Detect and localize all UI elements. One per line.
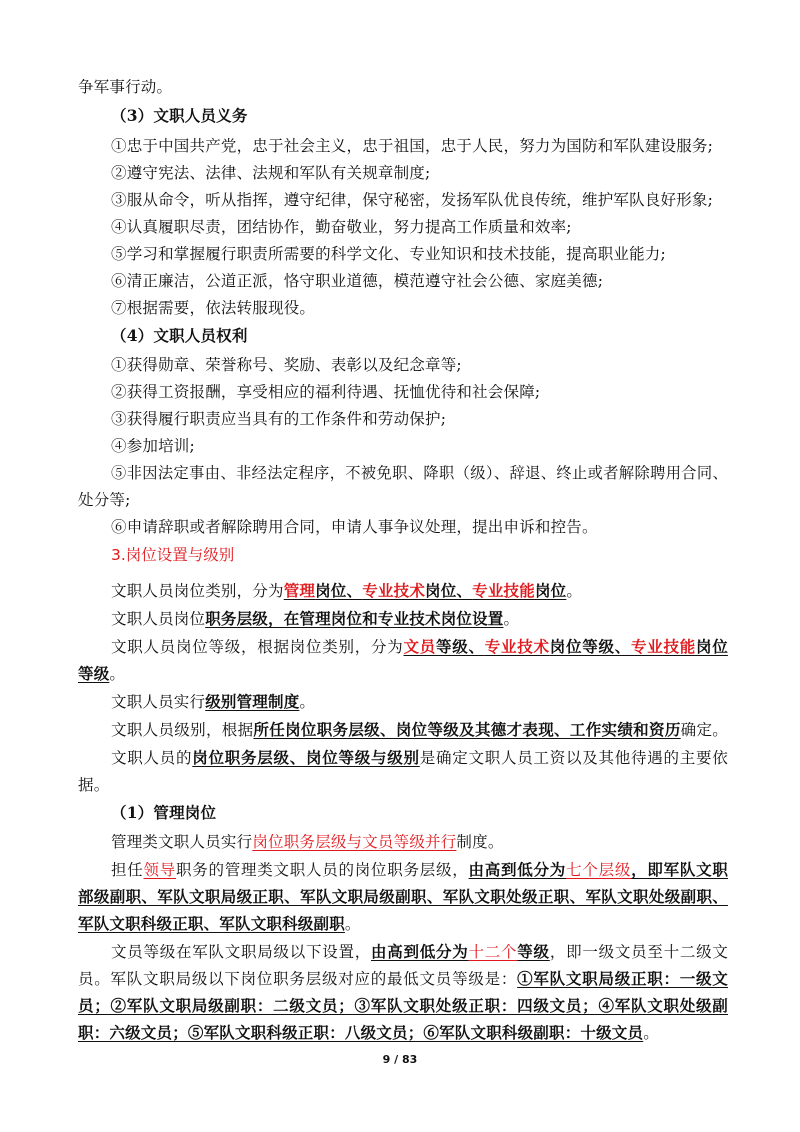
management-paragraph-3-line-1: 文员等级在军队文职局级以下设置，由高到低分为十二个等级，即一级文员至十二级文 [111,942,729,961]
duty-item-6: ⑥清正廉洁，公道正派，恪守职业道德，模范遵守社会公德、家庭美德; [111,272,604,290]
management-paragraph-2-line-1: 担任领导职务的管理类文职人员的岗位职务层级，由高到低分为七个层级，即军队文职 [111,860,729,879]
right-item-1: ①获得勋章、荣誉称号、奖励、表彰以及纪念章等; [111,356,462,374]
management-paragraph-2-line-3: 军队文职科级正职、军队文职科级副职。 [78,914,361,933]
duty-item-1: ①忠于中国共产党，忠于社会主义，忠于祖国，忠于人民，努力为国防和军队建设服务; [111,137,714,155]
right-item-6: ⑥申请辞职或者解除聘用合同，申请人事争议处理，提出申诉和控告。 [111,518,598,536]
duties-heading: （3）文职人员义务 [111,106,248,125]
section3-paragraph-1: 文职人员岗位类别，分为管理岗位、专业技术岗位、专业技能岗位。 [111,581,583,600]
section3-paragraph-3-line-2: 等级。 [78,664,126,683]
section3-paragraph-3-line-1: 文职人员岗位等级，根据岗位类别，分为文员等级、专业技术岗位等级、专业技能岗位 [111,637,728,656]
section-3-heading: 3.岗位设置与级别 [111,546,235,564]
right-item-5-line-2: 处分等; [78,491,131,509]
management-paragraph-2-line-2: 部级副职、军队文职局级正职、军队文职局级副职、军队文职处级正职、军队文职处级副职、 [78,887,728,906]
right-item-3: ③获得履行职责应当具有的工作条件和劳动保护; [111,410,447,428]
section3-paragraph-4: 文职人员实行级别管理制度。 [111,692,316,711]
section3-paragraph-6-line-2: 据。 [78,776,110,794]
section3-paragraph-6-line-1: 文职人员的岗位职务层级、岗位等级与级别是确定文职人员工资以及其他待遇的主要依 [111,748,728,767]
duty-item-4: ④认真履职尽责，团结协作，勤奋敬业，努力提高工作质量和效率; [111,218,572,236]
duty-item-2: ②遵守宪法、法律、法规和军队有关规章制度; [111,164,431,182]
right-item-2: ②获得工资报酬，享受相应的福利待遇、抚恤优待和社会保障; [111,383,541,401]
section3-paragraph-5: 文职人员级别，根据所任岗位职务层级、岗位等级及其德才表现、工作实绩和资历确定。 [111,720,729,739]
management-paragraph-3-line-4: 职：六级文员；⑤军队文职科级正职：八级文员；⑥军队文职科级副职：十级文员。 [78,1023,659,1042]
right-item-4: ④参加培训; [111,437,195,455]
duty-item-3: ③服从命令，听从指挥，遵守纪律，保守秘密，发扬军队优良传统，维护军队良好形象; [111,191,714,209]
paragraph-continuation: 争军事行动。 [78,78,173,96]
duty-item-7: ⑦根据需要，依法转服现役。 [111,299,316,317]
duty-item-5: ⑤学习和掌握履行职责所需要的科学文化、专业知识和技术技能，提高职业能力; [111,245,666,263]
management-paragraph-3-line-3: 员；②军队文职局级副职：二级文员；③军队文职处级正职：四级文员；④军队文职处级副 [78,996,728,1015]
page-number: 9 / 83 [382,1053,418,1066]
right-item-5-line-1: ⑤非因法定事由、非经法定程序，不被免职、降职（级）、辞退、终止或者解除聘用合同、 [111,464,728,482]
section3-paragraph-2: 文职人员岗位职务层级，在管理岗位和专业技术岗位设置。 [111,609,520,628]
management-paragraph-1: 管理类文职人员实行岗位职务层级与文员等级并行制度。 [111,833,504,851]
rights-heading: （4）文职人员权利 [111,326,248,345]
management-paragraph-3-line-2: 员。军队文职局级以下岗位职务层级对应的最低文员等级是：①军队文职局级正职：一级文 [78,969,728,988]
management-post-heading: （1）管理岗位 [111,803,217,822]
